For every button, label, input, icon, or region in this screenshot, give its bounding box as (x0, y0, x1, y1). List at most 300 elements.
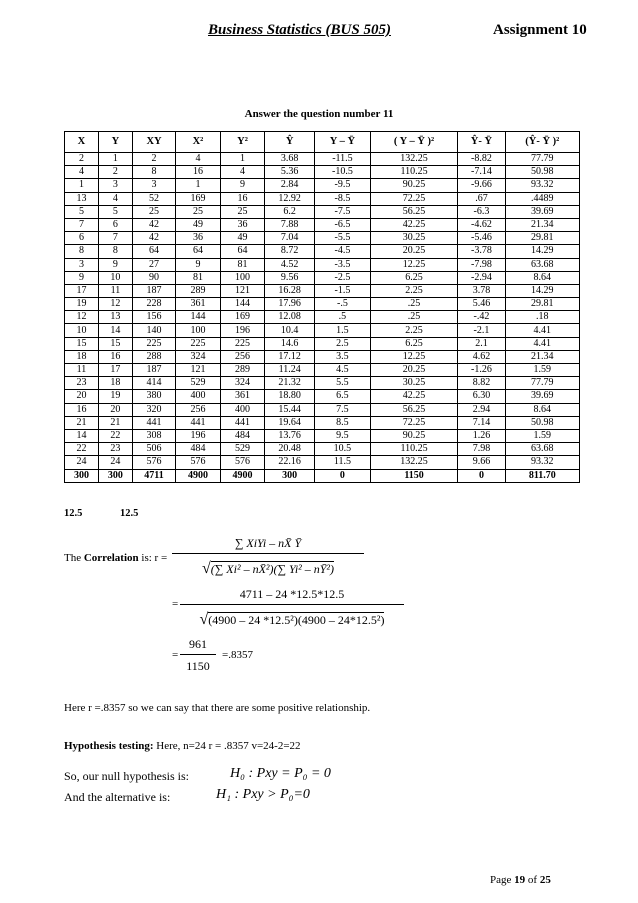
table-cell: 14.29 (505, 284, 579, 297)
table-cell: 14 (98, 324, 132, 337)
table-cell: .18 (505, 311, 579, 324)
total-cell: 4711 (132, 469, 175, 482)
total-cell: 811.70 (505, 469, 579, 482)
table-cell: 8.64 (505, 271, 579, 284)
table-cell: 5.46 (458, 298, 505, 311)
table-row (65, 390, 580, 403)
column-header: (Ŷ- Ȳ )² (505, 132, 579, 153)
table-cell: 228 (132, 298, 175, 311)
table-cell: 3 (65, 258, 99, 271)
total-cell: 1150 (370, 469, 458, 482)
table-cell: 196 (176, 429, 221, 442)
table-cell: 11.24 (265, 364, 315, 377)
table-cell: 90 (132, 271, 175, 284)
table-row (65, 429, 580, 442)
table-row (65, 377, 580, 390)
table-cell: 225 (220, 337, 265, 350)
table-cell: 22 (98, 429, 132, 442)
table-cell: 7.14 (458, 416, 505, 429)
table-cell: 10.5 (315, 443, 371, 456)
table-cell: -4.62 (458, 218, 505, 231)
table-cell: 9.56 (265, 271, 315, 284)
table-cell: 77.79 (505, 153, 579, 166)
column-header: Ŷ- Ȳ (458, 132, 505, 153)
table-cell: 1 (98, 153, 132, 166)
table-cell: 4.62 (458, 350, 505, 363)
table-cell: 6 (98, 218, 132, 231)
table-cell: 63.68 (505, 258, 579, 271)
table-cell: 3 (132, 179, 175, 192)
table-cell: -.42 (458, 311, 505, 324)
alternative-hypothesis-label: And the alternative is: (64, 790, 171, 804)
table-cell: 529 (220, 443, 265, 456)
table-cell: 361 (220, 390, 265, 403)
table-cell: 14.6 (265, 337, 315, 350)
table-cell: 1.26 (458, 429, 505, 442)
table-cell: 13.76 (265, 429, 315, 442)
table-cell: 414 (132, 377, 175, 390)
table-cell: 4.5 (315, 364, 371, 377)
table-cell: 49 (176, 218, 221, 231)
table-cell: 576 (176, 456, 221, 469)
table-cell: 484 (176, 443, 221, 456)
table-cell: 144 (176, 311, 221, 324)
table-cell: 20.25 (370, 245, 458, 258)
table-cell: .5 (315, 311, 371, 324)
table-cell: -.5 (315, 298, 371, 311)
column-header: XY (132, 132, 175, 153)
table-cell: -4.5 (315, 245, 371, 258)
table-cell: 256 (220, 350, 265, 363)
table-cell: -7.98 (458, 258, 505, 271)
table-cell: 289 (220, 364, 265, 377)
table-row (65, 311, 580, 324)
table-cell: 25 (220, 205, 265, 218)
table-cell: 42 (132, 232, 175, 245)
table-cell: 2 (65, 153, 99, 166)
table-cell: 8 (132, 166, 175, 179)
null-hypothesis-label: So, our null hypothesis is: (64, 769, 190, 783)
column-header: ( Y – Ȳ )² (370, 132, 458, 153)
table-cell: 12 (98, 298, 132, 311)
table-cell: 21 (98, 416, 132, 429)
correlation-result: =.8357 (222, 649, 253, 661)
table-cell: 10.4 (265, 324, 315, 337)
table-cell: 24 (65, 456, 99, 469)
table-cell: -6.3 (458, 205, 505, 218)
table-cell: 6.5 (315, 390, 371, 403)
table-cell: 23 (98, 443, 132, 456)
table-cell: 361 (176, 298, 221, 311)
table-cell: 72.25 (370, 192, 458, 205)
table-cell: 2.5 (315, 337, 371, 350)
table-cell: 30.25 (370, 377, 458, 390)
table-cell: 320 (132, 403, 175, 416)
table-cell: 2 (98, 166, 132, 179)
total-cell: 4900 (176, 469, 221, 482)
table-cell: .4489 (505, 192, 579, 205)
table-cell: 144 (220, 298, 265, 311)
table-cell: 16 (98, 350, 132, 363)
table-cell: 1.59 (505, 364, 579, 377)
table-cell: -8.82 (458, 153, 505, 166)
result-denominator: 1150 (180, 654, 216, 674)
table-cell: 1 (65, 179, 99, 192)
table-cell: 39.69 (505, 205, 579, 218)
table-cell: 21.34 (505, 350, 579, 363)
table-cell: 7.04 (265, 232, 315, 245)
table-row (65, 456, 580, 469)
table-cell: 16 (176, 166, 221, 179)
means-row (64, 508, 176, 519)
table-cell: 4 (176, 153, 221, 166)
table-cell: 11 (98, 284, 132, 297)
table-row (65, 232, 580, 245)
table-cell: 39.69 (505, 390, 579, 403)
table-header-row (65, 132, 580, 153)
table-cell: 17.12 (265, 350, 315, 363)
table-row (65, 350, 580, 363)
table-cell: 56.25 (370, 205, 458, 218)
table-cell: 18 (98, 377, 132, 390)
table-cell: 20.48 (265, 443, 315, 456)
table-cell: 576 (132, 456, 175, 469)
table-cell: 380 (132, 390, 175, 403)
table-cell: 8 (98, 245, 132, 258)
table-cell: 9 (65, 271, 99, 284)
column-header: Y – Ȳ (315, 132, 371, 153)
table-cell: 20 (65, 390, 99, 403)
table-cell: 100 (220, 271, 265, 284)
table-cell: 3.78 (458, 284, 505, 297)
table-cell: 9 (176, 258, 221, 271)
table-cell: 14.29 (505, 245, 579, 258)
total-cell: 4900 (220, 469, 265, 482)
table-cell: -5.5 (315, 232, 371, 245)
table-cell: 6.30 (458, 390, 505, 403)
table-cell: 8.64 (505, 403, 579, 416)
table-cell: 30.25 (370, 232, 458, 245)
table-cell: 18 (65, 350, 99, 363)
table-cell: 156 (132, 311, 175, 324)
table-cell: 9 (220, 179, 265, 192)
substituted-numerator: 4711 – 24 *12.5*12.5 (239, 587, 345, 601)
substituted-formula (180, 587, 404, 629)
table-cell: 18.80 (265, 390, 315, 403)
table-cell: 289 (176, 284, 221, 297)
table-cell: 17 (98, 364, 132, 377)
table-cell: 5.5 (315, 377, 371, 390)
table-cell: .25 (370, 311, 458, 324)
table-cell: 2.84 (265, 179, 315, 192)
table-cell: 19 (65, 298, 99, 311)
table-cell: 1 (176, 179, 221, 192)
table-cell: 2.94 (458, 403, 505, 416)
substituted-denominator: √(4900 – 24 *12.5²)(4900 – 24*12.5²) (180, 604, 404, 629)
table-cell: 93.32 (505, 179, 579, 192)
correlation-label: The Correlation is: r = (64, 552, 168, 564)
table-cell: 4.41 (505, 337, 579, 350)
table-cell: 7 (98, 232, 132, 245)
table-cell: -7.5 (315, 205, 371, 218)
table-cell: -2.94 (458, 271, 505, 284)
column-header: Y (98, 132, 132, 153)
table-cell: -1.26 (458, 364, 505, 377)
table-cell: 29.81 (505, 298, 579, 311)
formula-numerator: ∑ XiYi – nX̄ Ȳ (234, 536, 302, 550)
table-cell: 187 (132, 364, 175, 377)
table-cell: -2.5 (315, 271, 371, 284)
table-cell: 12 (65, 311, 99, 324)
table-row (65, 416, 580, 429)
table-cell: 12.92 (265, 192, 315, 205)
table-cell: 400 (176, 390, 221, 403)
table-cell: 529 (176, 377, 221, 390)
table-cell: 441 (176, 416, 221, 429)
table-cell: 506 (132, 443, 175, 456)
table-cell: 256 (176, 403, 221, 416)
table-cell: 36 (176, 232, 221, 245)
table-cell: 140 (132, 324, 175, 337)
table-cell: 132.25 (370, 456, 458, 469)
table-row (65, 205, 580, 218)
page-number: Page 19 of 25 (490, 874, 551, 886)
table-cell: 19.64 (265, 416, 315, 429)
table-cell: 8 (65, 245, 99, 258)
table-cell: 3 (98, 179, 132, 192)
table-cell: 15 (65, 337, 99, 350)
table-cell: 5 (65, 205, 99, 218)
hypothesis-line: Hypothesis testing: Here, n=24 r = .8357 v=24-2=22 (64, 740, 301, 752)
column-header: X² (176, 132, 221, 153)
table-cell: 8.72 (265, 245, 315, 258)
table-cell: 6 (65, 232, 99, 245)
table-row (65, 443, 580, 456)
table-cell: 4 (220, 166, 265, 179)
table-cell: 4.41 (505, 324, 579, 337)
table-cell: 25 (176, 205, 221, 218)
table-cell: 11 (65, 364, 99, 377)
table-cell: 2 (132, 153, 175, 166)
table-cell: 25 (132, 205, 175, 218)
table-cell: 17 (65, 284, 99, 297)
table-cell: 11.5 (315, 456, 371, 469)
table-cell: 64 (132, 245, 175, 258)
table-row (65, 337, 580, 350)
equals-sign-1: = (172, 598, 179, 610)
table-row (65, 403, 580, 416)
table-cell: 24 (98, 456, 132, 469)
column-header: X (65, 132, 99, 153)
table-cell: 225 (132, 337, 175, 350)
table-cell: 13 (98, 311, 132, 324)
table-cell: 22 (65, 443, 99, 456)
column-header: Ŷ (265, 132, 315, 153)
table-row (65, 258, 580, 271)
table-cell: 77.79 (505, 377, 579, 390)
table-cell: .67 (458, 192, 505, 205)
conclusion-text: Here r =.8357 so we can say that there are some positive relationship. (64, 702, 371, 714)
table-cell: 23 (65, 377, 99, 390)
totals-row (65, 469, 580, 482)
table-cell: 225 (176, 337, 221, 350)
table-cell: 7.88 (265, 218, 315, 231)
mean-x: 12.5 (64, 508, 83, 519)
table-cell: -8.5 (315, 192, 371, 205)
table-cell: 6.25 (370, 337, 458, 350)
table-cell: 169 (176, 192, 221, 205)
table-cell: 2.25 (370, 324, 458, 337)
table-cell: 7.98 (458, 443, 505, 456)
table-cell: 16 (220, 192, 265, 205)
table-cell: 9 (98, 258, 132, 271)
total-cell: 300 (98, 469, 132, 482)
table-cell: 324 (220, 377, 265, 390)
table-cell: 72.25 (370, 416, 458, 429)
table-cell: -9.66 (458, 179, 505, 192)
total-cell: 0 (315, 469, 371, 482)
total-cell: 300 (265, 469, 315, 482)
table-cell: -9.5 (315, 179, 371, 192)
table-cell: 6.2 (265, 205, 315, 218)
table-cell: -1.5 (315, 284, 371, 297)
mean-y: 12.5 (120, 508, 139, 519)
table-cell: 15.44 (265, 403, 315, 416)
table-cell: 7.5 (315, 403, 371, 416)
result-numerator: 961 (189, 637, 207, 651)
table-cell: -6.5 (315, 218, 371, 231)
table-cell: 3.68 (265, 153, 315, 166)
column-header: Y² (220, 132, 265, 153)
assignment-label: Assignment 10 (493, 22, 587, 38)
table-row (65, 364, 580, 377)
table-row (65, 179, 580, 192)
table-cell: 64 (176, 245, 221, 258)
table-cell: -2.1 (458, 324, 505, 337)
table-cell: 16 (65, 403, 99, 416)
table-cell: 64 (220, 245, 265, 258)
table-cell: 5.36 (265, 166, 315, 179)
equals-sign-2: = (172, 649, 179, 661)
table-cell: 63.68 (505, 443, 579, 456)
table-cell: 16.28 (265, 284, 315, 297)
formula-denominator: √(∑ Xi² – nX̄²)(∑ Yi² – nȲ²) (172, 553, 364, 578)
table-cell: 484 (220, 429, 265, 442)
table-cell: 13 (65, 192, 99, 205)
table-cell: 441 (132, 416, 175, 429)
result-fraction (180, 637, 216, 674)
table-cell: 169 (220, 311, 265, 324)
table-row (65, 324, 580, 337)
table-cell: 196 (220, 324, 265, 337)
table-cell: 187 (132, 284, 175, 297)
table-cell: 90.25 (370, 179, 458, 192)
table-cell: 1 (220, 153, 265, 166)
table-cell: 50.98 (505, 166, 579, 179)
question-heading: Answer the question number 11 (244, 108, 394, 120)
table-cell: 9.66 (458, 456, 505, 469)
table-cell: 29.81 (505, 232, 579, 245)
table-cell: 12.25 (370, 350, 458, 363)
table-cell: 400 (220, 403, 265, 416)
table-cell: 21.34 (505, 218, 579, 231)
table-row (65, 284, 580, 297)
table-cell: 6.25 (370, 271, 458, 284)
table-cell: 2.1 (458, 337, 505, 350)
table-cell: 52 (132, 192, 175, 205)
table-cell: 12.25 (370, 258, 458, 271)
table-row (65, 271, 580, 284)
table-cell: 4.52 (265, 258, 315, 271)
table-cell: 56.25 (370, 403, 458, 416)
table-cell: 81 (220, 258, 265, 271)
table-cell: -7.14 (458, 166, 505, 179)
table-cell: 93.32 (505, 456, 579, 469)
table-cell: .25 (370, 298, 458, 311)
table-cell: 3.5 (315, 350, 371, 363)
table-cell: 8.82 (458, 377, 505, 390)
table-cell: 50.98 (505, 416, 579, 429)
table-cell: 121 (176, 364, 221, 377)
table-cell: 42.25 (370, 390, 458, 403)
null-hypothesis-equation: H₀ : Pxy = P₀ = 0 (230, 766, 331, 781)
table-row (65, 153, 580, 166)
document-title: Business Statistics (BUS 505) (208, 22, 391, 38)
table-cell: 21 (65, 416, 99, 429)
table-cell: 288 (132, 350, 175, 363)
table-cell: -5.46 (458, 232, 505, 245)
table-cell: 10 (65, 324, 99, 337)
table-cell: 15 (98, 337, 132, 350)
table-cell: 308 (132, 429, 175, 442)
table-cell: 81 (176, 271, 221, 284)
table-cell: 21.32 (265, 377, 315, 390)
table-cell: 1.5 (315, 324, 371, 337)
table-cell: 12.08 (265, 311, 315, 324)
table-cell: 42 (132, 218, 175, 231)
table-cell: 27 (132, 258, 175, 271)
table-cell: 121 (220, 284, 265, 297)
table-cell: -3.78 (458, 245, 505, 258)
table-cell: 441 (220, 416, 265, 429)
correlation-formula (172, 536, 364, 578)
table-cell: 14 (65, 429, 99, 442)
data-table (64, 131, 580, 483)
table-cell: 49 (220, 232, 265, 245)
table-row (65, 245, 580, 258)
table-cell: 90.25 (370, 429, 458, 442)
table-cell: 4 (65, 166, 99, 179)
table-cell: 36 (220, 218, 265, 231)
table-cell: 4 (98, 192, 132, 205)
table-cell: 110.25 (370, 443, 458, 456)
table-cell: 132.25 (370, 153, 458, 166)
table-cell: -11.5 (315, 153, 371, 166)
table-row (65, 192, 580, 205)
table-cell: 1.59 (505, 429, 579, 442)
table-cell: 42.25 (370, 218, 458, 231)
table-cell: 19 (98, 390, 132, 403)
table-cell: 5 (98, 205, 132, 218)
table-cell: 2.25 (370, 284, 458, 297)
table-cell: 20 (98, 403, 132, 416)
table-cell: 324 (176, 350, 221, 363)
table-cell: 7 (65, 218, 99, 231)
table-cell: 9.5 (315, 429, 371, 442)
table-cell: 22.16 (265, 456, 315, 469)
total-cell: 0 (458, 469, 505, 482)
table-row (65, 298, 580, 311)
